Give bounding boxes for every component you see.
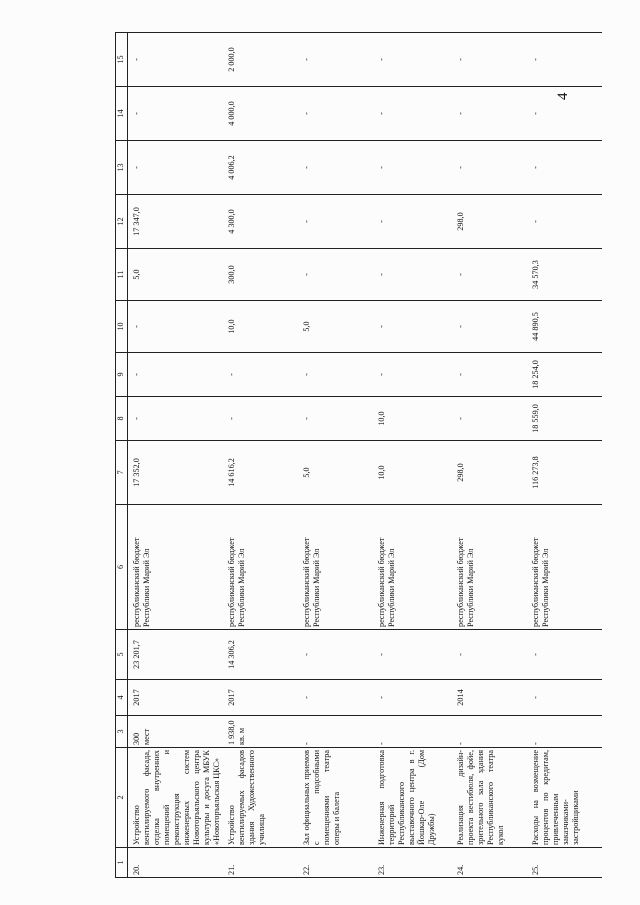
cell-col15: - — [128, 33, 224, 87]
cell-col10: - — [452, 301, 527, 353]
cell-col12: - — [527, 195, 602, 249]
cell-year: 2014 — [452, 680, 527, 716]
cell-col10: 5,0 — [298, 301, 373, 353]
col-header-9: 9 — [116, 353, 128, 397]
col-header-5: 5 — [116, 630, 128, 680]
cell-estimated-cost: 14 306,2 — [223, 630, 298, 680]
row-description: Расходы на возмещение процентов по кредитам, привлеченным заказчиками-застройщиками — [527, 748, 602, 848]
cell-capacity: - — [298, 716, 373, 748]
cell-col10: - — [128, 301, 224, 353]
row-description: Реализация дизайн-проекта вестибюля, фойе, зрительного зала здания Республиканского театра кукол — [452, 748, 527, 848]
cell-col13: - — [373, 141, 452, 195]
col-header-7: 7 — [116, 441, 128, 505]
cell-capacity: - — [452, 716, 527, 748]
cell-col11: - — [452, 249, 527, 301]
row-description: Инженерная подготовка территорий Республиканского выставочного центра в г. Йошкар-Оле (Дом Дружбы) — [373, 748, 452, 848]
cell-col13: - — [452, 141, 527, 195]
cell-col11: 34 570,3 — [527, 249, 602, 301]
cell-capacity: 300 мест — [128, 716, 224, 748]
col-header-8: 8 — [116, 397, 128, 441]
cell-col8: 18 559,0 — [527, 397, 602, 441]
table-row — [527, 33, 602, 878]
cell-col12: 17 347,0 — [128, 195, 224, 249]
col-header-6: 6 — [116, 505, 128, 630]
cell-capacity: - — [527, 716, 602, 748]
cell-estimated-cost: - — [298, 630, 373, 680]
cell-col10: 10,0 — [223, 301, 298, 353]
cell-col15: - — [298, 33, 373, 87]
row-description: Устройство вентилируемого фасада, отделка внутренних помещений и реконструкция инженерных систем Новоторъяльского центра культуры и досуга МБУК «Новоторъяльская ЦКС» — [128, 748, 224, 848]
col-header-4: 4 — [116, 680, 128, 716]
cell-col14: - — [373, 87, 452, 141]
col-header-11: 11 — [116, 249, 128, 301]
cell-col15: - — [373, 33, 452, 87]
cell-col9: - — [373, 353, 452, 397]
col-header-1: 1 — [116, 848, 128, 878]
cell-col14: - — [527, 87, 602, 141]
col-header-13: 13 — [116, 141, 128, 195]
row-description: Устройство вентилируемых фасадов здания Художественного училища — [223, 748, 298, 848]
table-row — [128, 33, 224, 878]
cell-col10: 44 890,5 — [527, 301, 602, 353]
cell-col15: - — [527, 33, 602, 87]
col-header-14: 14 — [116, 87, 128, 141]
cell-year: - — [298, 680, 373, 716]
cell-col11: 5,0 — [128, 249, 224, 301]
cell-estimated-cost: 23 201,7 — [128, 630, 224, 680]
col-header-12: 12 — [116, 195, 128, 249]
row-number: 22. — [298, 848, 373, 878]
table-row — [452, 33, 527, 878]
cell-col14: - — [452, 87, 527, 141]
col-header-2: 2 — [116, 748, 128, 848]
table-row — [298, 33, 373, 878]
cell-year: - — [373, 680, 452, 716]
cell-year: - — [527, 680, 602, 716]
col-header-10: 10 — [116, 301, 128, 353]
cell-col9: - — [298, 353, 373, 397]
cell-funding-source: республиканский бюджет Республики Марий Эл — [527, 505, 602, 630]
cell-funding-source: республиканский бюджет Республики Марий Эл — [452, 505, 527, 630]
col-header-15: 15 — [116, 33, 128, 87]
cell-col8: 10,0 — [373, 397, 452, 441]
table-row — [223, 33, 298, 878]
cell-total: 14 616,2 — [223, 441, 298, 505]
cell-total: 10,0 — [373, 441, 452, 505]
cell-year: 2017 — [128, 680, 224, 716]
table-row — [373, 33, 452, 878]
cell-total: 5,0 — [298, 441, 373, 505]
row-description: Зал официальных приемов с подсобными помещениями театра оперы и балета — [298, 748, 373, 848]
budget-table-wrapper — [115, 33, 580, 878]
cell-col9: - — [223, 353, 298, 397]
row-number: 23. — [373, 848, 452, 878]
cell-col10: - — [373, 301, 452, 353]
cell-col12: 298,0 — [452, 195, 527, 249]
cell-col11: - — [298, 249, 373, 301]
cell-total: 116 273,8 — [527, 441, 602, 505]
cell-capacity: 1 938,0 кв. м — [223, 716, 298, 748]
cell-col13: - — [527, 141, 602, 195]
cell-funding-source: республиканский бюджет Республики Марий Эл — [298, 505, 373, 630]
cell-col9: - — [452, 353, 527, 397]
cell-capacity: - — [373, 716, 452, 748]
cell-col14: - — [128, 87, 224, 141]
header-row — [116, 33, 128, 878]
cell-col12: - — [373, 195, 452, 249]
cell-col9: - — [128, 353, 224, 397]
cell-estimated-cost: - — [373, 630, 452, 680]
cell-col8: - — [298, 397, 373, 441]
cell-funding-source: республиканский бюджет Республики Марий Эл — [128, 505, 224, 630]
cell-col13: - — [128, 141, 224, 195]
cell-col8: - — [223, 397, 298, 441]
cell-col12: 4 300,0 — [223, 195, 298, 249]
cell-year: 2017 — [223, 680, 298, 716]
cell-col15: 2 000,0 — [223, 33, 298, 87]
row-number: 25. — [527, 848, 602, 878]
cell-col8: - — [452, 397, 527, 441]
row-number: 21. — [223, 848, 298, 878]
cell-estimated-cost: - — [452, 630, 527, 680]
cell-col11: - — [373, 249, 452, 301]
row-number: 24. — [452, 848, 527, 878]
cell-total: 298,0 — [452, 441, 527, 505]
row-number: 20. — [128, 848, 224, 878]
col-header-3: 3 — [116, 716, 128, 748]
cell-col13: - — [298, 141, 373, 195]
cell-estimated-cost: - — [527, 630, 602, 680]
page-number: 4 — [555, 92, 571, 100]
cell-col14: 4 000,0 — [223, 87, 298, 141]
cell-col13: 4 006,2 — [223, 141, 298, 195]
budget-table — [115, 32, 602, 878]
cell-funding-source: республиканский бюджет Республики Марий Эл — [223, 505, 298, 630]
cell-col11: 300,0 — [223, 249, 298, 301]
cell-total: 17 352,0 — [128, 441, 224, 505]
cell-col9: 18 254,0 — [527, 353, 602, 397]
cell-funding-source: республиканский бюджет Республики Марий Эл — [373, 505, 452, 630]
cell-col8: - — [128, 397, 224, 441]
cell-col12: - — [298, 195, 373, 249]
cell-col15: - — [452, 33, 527, 87]
cell-col14: - — [298, 87, 373, 141]
